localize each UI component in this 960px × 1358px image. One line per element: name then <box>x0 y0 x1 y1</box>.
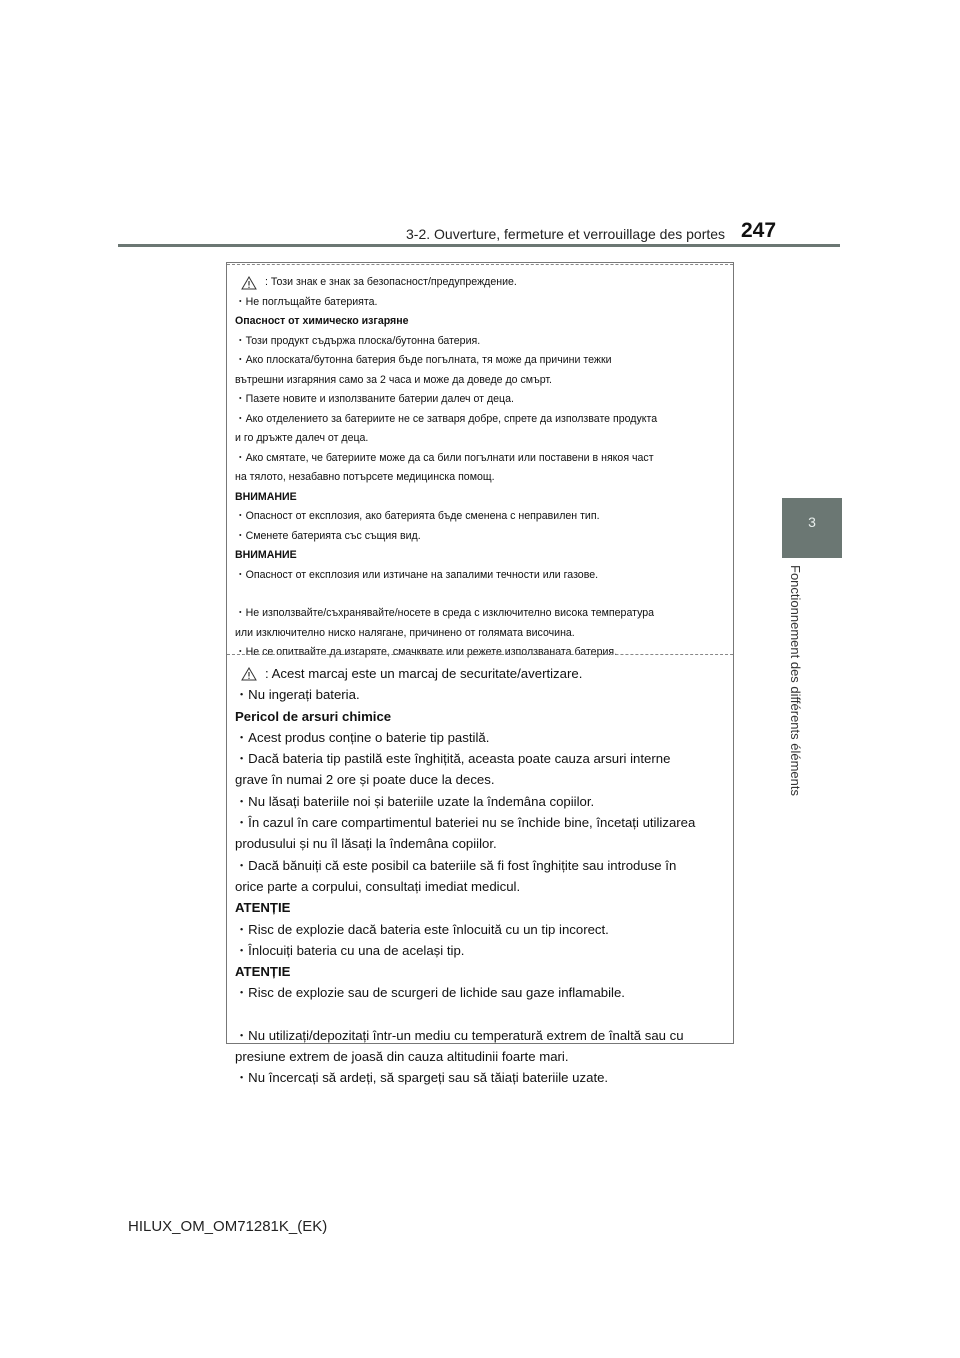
romanian-heading: ATENȚIE <box>235 900 291 916</box>
bulgarian-text-line: ・Пазете новите и използваните батерии далеч от деца. <box>235 393 514 405</box>
header-divider <box>118 244 840 247</box>
romanian-text-line: ・Înlocuiți bateria cu una de același tip. <box>235 942 465 958</box>
romanian-text-line: ・Nu lăsați bateriile noi și bateriile uzate la îndemâna copiilor. <box>235 793 595 809</box>
romanian-text-line: produsului și nu îl lăsați la îndemâna copiilor. <box>235 836 497 852</box>
romanian-warning-mark-text: : Acest marcaj este un marcaj de securitate/avertizare. <box>265 666 583 681</box>
language-divider <box>227 654 733 655</box>
bulgarian-heading: ВНИМАНИЕ <box>235 549 297 561</box>
romanian-text-line: ・Nu utilizați/depozitați într-un mediu cu temperatură extrem de înaltă sau cu <box>235 1027 684 1043</box>
chapter-tab <box>782 498 842 558</box>
bulgarian-text-line: или изключително ниско налягане, причинено от голямата височина. <box>235 626 575 639</box>
battery-warning-notice <box>226 262 734 1086</box>
bulgarian-text-line: ・Ако смятате, че батериите може да са били погълнати или поставени в някоя част <box>235 451 654 464</box>
romanian-text-line: grave în numai 2 ore și poate duce la deces. <box>235 772 495 788</box>
romanian-text-line: orice parte a corpului, consultați imediat medicul. <box>235 878 521 894</box>
bulgarian-text-line: ・Ако отделението за батериите не се затваря добре, спрете да използвате продукта <box>235 412 658 425</box>
romanian-text-line: ・Risc de explozie dacă bateria este înlocuită cu un tip incorect. <box>235 921 609 937</box>
bulgarian-text-line: ・Не поглъщайте батерията. <box>235 295 378 308</box>
romanian-spacer <box>235 1004 729 1025</box>
bulgarian-heading: Опасност от химическо изгаряне <box>235 315 409 327</box>
page-number: 247 <box>741 219 777 242</box>
romanian-text-line: ・În cazul în care compartimentul bateriei nu se închide bine, încetați utilizarea <box>235 815 696 831</box>
warning-triangle-icon <box>241 276 257 290</box>
bulgarian-spacer <box>235 585 729 604</box>
bulgarian-text-line: ・Опасност от експлозия или изтичане на запалими течности или газове. <box>235 568 599 581</box>
warning-triangle-icon <box>241 667 257 681</box>
romanian-heading: Pericol de arsuri chimice <box>235 708 392 724</box>
section-title: 3-2. Ouverture, fermeture et verrouillage des portes <box>406 226 726 242</box>
bulgarian-warning-mark-text: : Този знак е знак за безопасност/предупреждение. <box>265 276 517 288</box>
chapter-title-vertical <box>786 565 806 805</box>
document-code: HILUX_OM_OM71281K_(EK) <box>128 1218 328 1235</box>
bulgarian-text-line: ・Този продукт съдържа плоска/бутонна батерия. <box>235 334 481 347</box>
bulgarian-warning-mark-line <box>235 273 729 293</box>
romanian-heading: ATENȚIE <box>235 964 291 980</box>
romanian-text-line: ・Dacă bateria tip pastilă este înghițită, aceasta poate cauza arsuri interne <box>235 751 671 767</box>
bulgarian-heading: ВНИМАНИЕ <box>235 490 297 503</box>
romanian-text-line: ・Acest produs conține o baterie tip pastilă. <box>235 729 490 745</box>
bulgarian-text-line: ・Сменете батерията със същия вид. <box>235 529 421 542</box>
bulgarian-notice <box>235 273 729 663</box>
bulgarian-lines <box>235 293 729 663</box>
bulgarian-text-line: вътрешни изгаряния само за 2 часа и може да доведе до смърт. <box>235 373 552 386</box>
bulgarian-text-line: ・Не използвайте/съхранявайте/носете в среда с изключително висока температура <box>235 607 655 619</box>
romanian-text-line: presiune extrem de joasă din cauza altitudinii foarte mari. <box>235 1049 569 1065</box>
bulgarian-text-line: на тялото, незабавно потърсете медицинска помощ. <box>235 471 495 483</box>
bulgarian-text-line: ・Не се опитвайте да изгаряте, смачквате или режете използваната батерия. <box>235 646 618 658</box>
romanian-notice <box>235 663 729 1089</box>
romanian-warning-mark-line <box>235 663 729 684</box>
bulgarian-text-line: ・Опасност от експлозия, ако батерията бъде сменена с неправилен тип. <box>235 510 600 522</box>
chapter-title: Fonctionnement des différents éléments <box>788 565 803 797</box>
romanian-text-line: ・Dacă bănuiți că este posibil ca bateriile să fi fost înghițite sau introduse în <box>235 857 677 873</box>
notice-top-divider <box>227 264 733 265</box>
bulgarian-text-line: ・Ако плоската/бутонна батерия бъде погълната, тя може да причини тежки <box>235 354 612 366</box>
chapter-number: 3 <box>808 514 816 530</box>
romanian-text-line: ・Nu încercați să ardeți, să spargeți sau să tăiați bateriile uzate. <box>235 1070 609 1086</box>
bulgarian-text-line: и го дръжте далеч от деца. <box>235 432 369 444</box>
romanian-text-line: ・Nu ingerați bateria. <box>235 687 360 703</box>
romanian-lines <box>235 684 729 1088</box>
romanian-text-line: ・Risc de explozie sau de scurgeri de lichide sau gaze inflamabile. <box>235 985 625 1001</box>
